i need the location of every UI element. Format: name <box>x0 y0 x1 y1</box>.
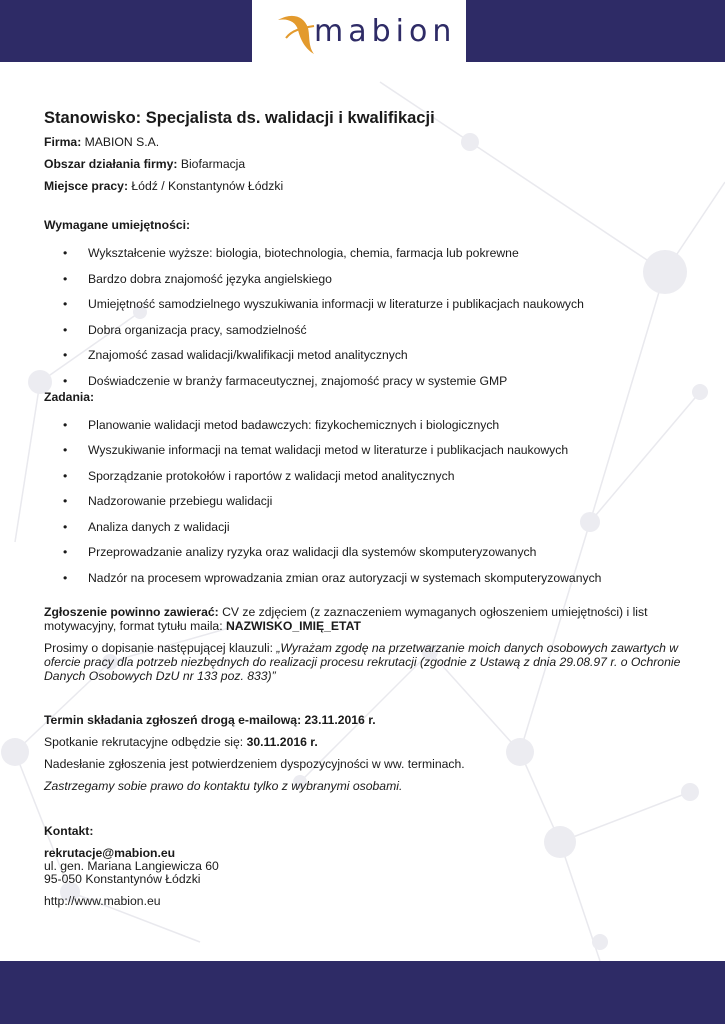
bullet: • <box>63 322 68 337</box>
bullet: • <box>63 373 68 388</box>
list-item <box>44 494 684 520</box>
bullet: • <box>63 443 68 457</box>
list-item <box>44 348 684 374</box>
tasks-heading: Zadania: <box>44 389 95 404</box>
deadline: Termin składania zgłoszeń drogą e-mailową: 23.11.2016 r. <box>44 712 376 727</box>
list-item-text: Wyszukiwanie informacji na temat walidacji metod w literaturze i publikacjach naukowych <box>88 443 569 457</box>
clause-text: „Wyrażam zgodę na przetwarzanie moich danych osobowych zawartych w ofercie pracy dla potrzeb niezbędnych do realizacji procesu rekrutacji (zgodnie z Ustawą z dnia 29.08.97 r. o Ochronie Danych Osobowych DzU nr 133 poz. 833)” <box>44 640 681 683</box>
bullet: • <box>63 348 68 362</box>
list-item <box>44 297 684 323</box>
contact-address-line2: 95-050 Konstantynów Łódzki <box>44 871 201 886</box>
bullet: • <box>63 297 68 311</box>
list-item-text: Przeprowadzanie analizy ryzyka oraz walidacji dla systemów skomputeryzowanych <box>88 545 537 559</box>
page-title: Stanowisko: Specjalista ds. walidacji i kwalifikacji <box>44 109 435 127</box>
list-item-text: Nadzór na procesem wprowadzania zmian oraz autoryzacji w systemach skomputeryzowanych <box>88 570 602 585</box>
company-value: MABION S.A. <box>81 135 160 149</box>
list-item <box>44 374 684 388</box>
list-item-text: Doświadczenie w branży farmaceutycznej, znajomość pracy w systemie GMP <box>88 373 508 388</box>
bullet: • <box>63 494 68 508</box>
company-row <box>44 135 684 157</box>
application-label: Zgłoszenie powinno zawierać: <box>44 604 219 619</box>
list-item <box>44 272 684 298</box>
list-item <box>44 571 684 585</box>
bullet: • <box>63 570 68 585</box>
list-item-text: Bardzo dobra znajomość języka angielskiego <box>88 271 332 286</box>
list-item <box>44 520 684 546</box>
logo-text: mabion <box>314 14 457 49</box>
subject-format: NAZWISKO_IMIĘ_ETAT <box>225 618 361 633</box>
location-label: Miejsce pracy: <box>44 179 129 193</box>
list-item-text: Dobra organizacja pracy, samodzielność <box>88 322 307 337</box>
area-value: Biofarmacja <box>177 157 246 171</box>
job-offer <box>44 107 684 908</box>
bullet: • <box>63 246 68 260</box>
area-label: Obszar działania firmy: <box>44 157 178 171</box>
clause-intro: Prosimy o dopisanie następującej klauzuli: <box>44 640 277 655</box>
bullet: • <box>63 468 68 483</box>
list-item <box>44 323 684 349</box>
tasks-list <box>44 418 684 585</box>
skills-heading: Wymagane umiejętności: <box>44 218 191 232</box>
company-label: Firma: <box>44 135 82 149</box>
area-row <box>44 157 684 179</box>
contact-website[interactable]: http://www.mabion.eu <box>44 893 161 908</box>
bullet: • <box>63 271 68 286</box>
bullet: • <box>63 519 68 534</box>
list-item-text: Analiza danych z walidacji <box>88 519 230 534</box>
application-text: CV ze zdjęciem (z zaznaczeniem wymaganych ogłoszeniem umiejętności) i list motywacyjny, format tytułu maila: <box>44 604 648 633</box>
skills-list <box>44 246 684 388</box>
contact-email[interactable]: rekrutacje@mabion.eu <box>44 845 176 860</box>
list-item-text: Znajomość zasad walidacji/kwalifikacji metod analitycznych <box>88 348 408 362</box>
meeting-date: 30.11.2016 r. <box>246 734 318 749</box>
contact-address-line1: ul. gen. Mariana Langiewicza 60 <box>44 858 219 873</box>
list-item <box>44 545 684 571</box>
contact-heading: Kontakt: <box>44 823 94 838</box>
consent-clause <box>44 641 684 683</box>
list-item-text: Sporządzanie protokołów i raportów z walidacji metod analitycznych <box>88 468 455 483</box>
list-item <box>44 443 684 469</box>
list-item <box>44 246 684 272</box>
list-item <box>44 418 684 444</box>
list-item-text: Planowanie walidacji metod badawczych: fizykochemicznych i biologicznych <box>88 417 500 432</box>
bullet: • <box>63 417 68 432</box>
footer-band <box>0 961 725 1024</box>
confirmation-note: Nadesłanie zgłoszenia jest potwierdzeniem dyspozycyjności w ww. terminach. <box>44 756 465 771</box>
application-requirements <box>44 605 684 633</box>
location-row <box>44 179 684 201</box>
reservation-note: Zastrzegamy sobie prawo do kontaktu tylko z wybranymi osobami. <box>44 778 403 793</box>
list-item-text: Wykształcenie wyższe: biologia, biotechnologia, chemia, farmacja lub pokrewne <box>88 246 519 260</box>
location-value: Łódź / Konstantynów Łódzki <box>128 179 284 193</box>
bullet: • <box>63 545 68 559</box>
list-item-text: Umiejętność samodzielnego wyszukiwania informacji w literaturze i publikacjach naukowych <box>88 297 584 311</box>
list-item <box>44 469 684 495</box>
logo <box>252 0 466 62</box>
list-item-text: Nadzorowanie przebiegu walidacji <box>88 494 273 508</box>
meeting-info <box>44 735 684 749</box>
meeting-text: Spotkanie rekrutacyjne odbędzie się: <box>44 734 247 749</box>
